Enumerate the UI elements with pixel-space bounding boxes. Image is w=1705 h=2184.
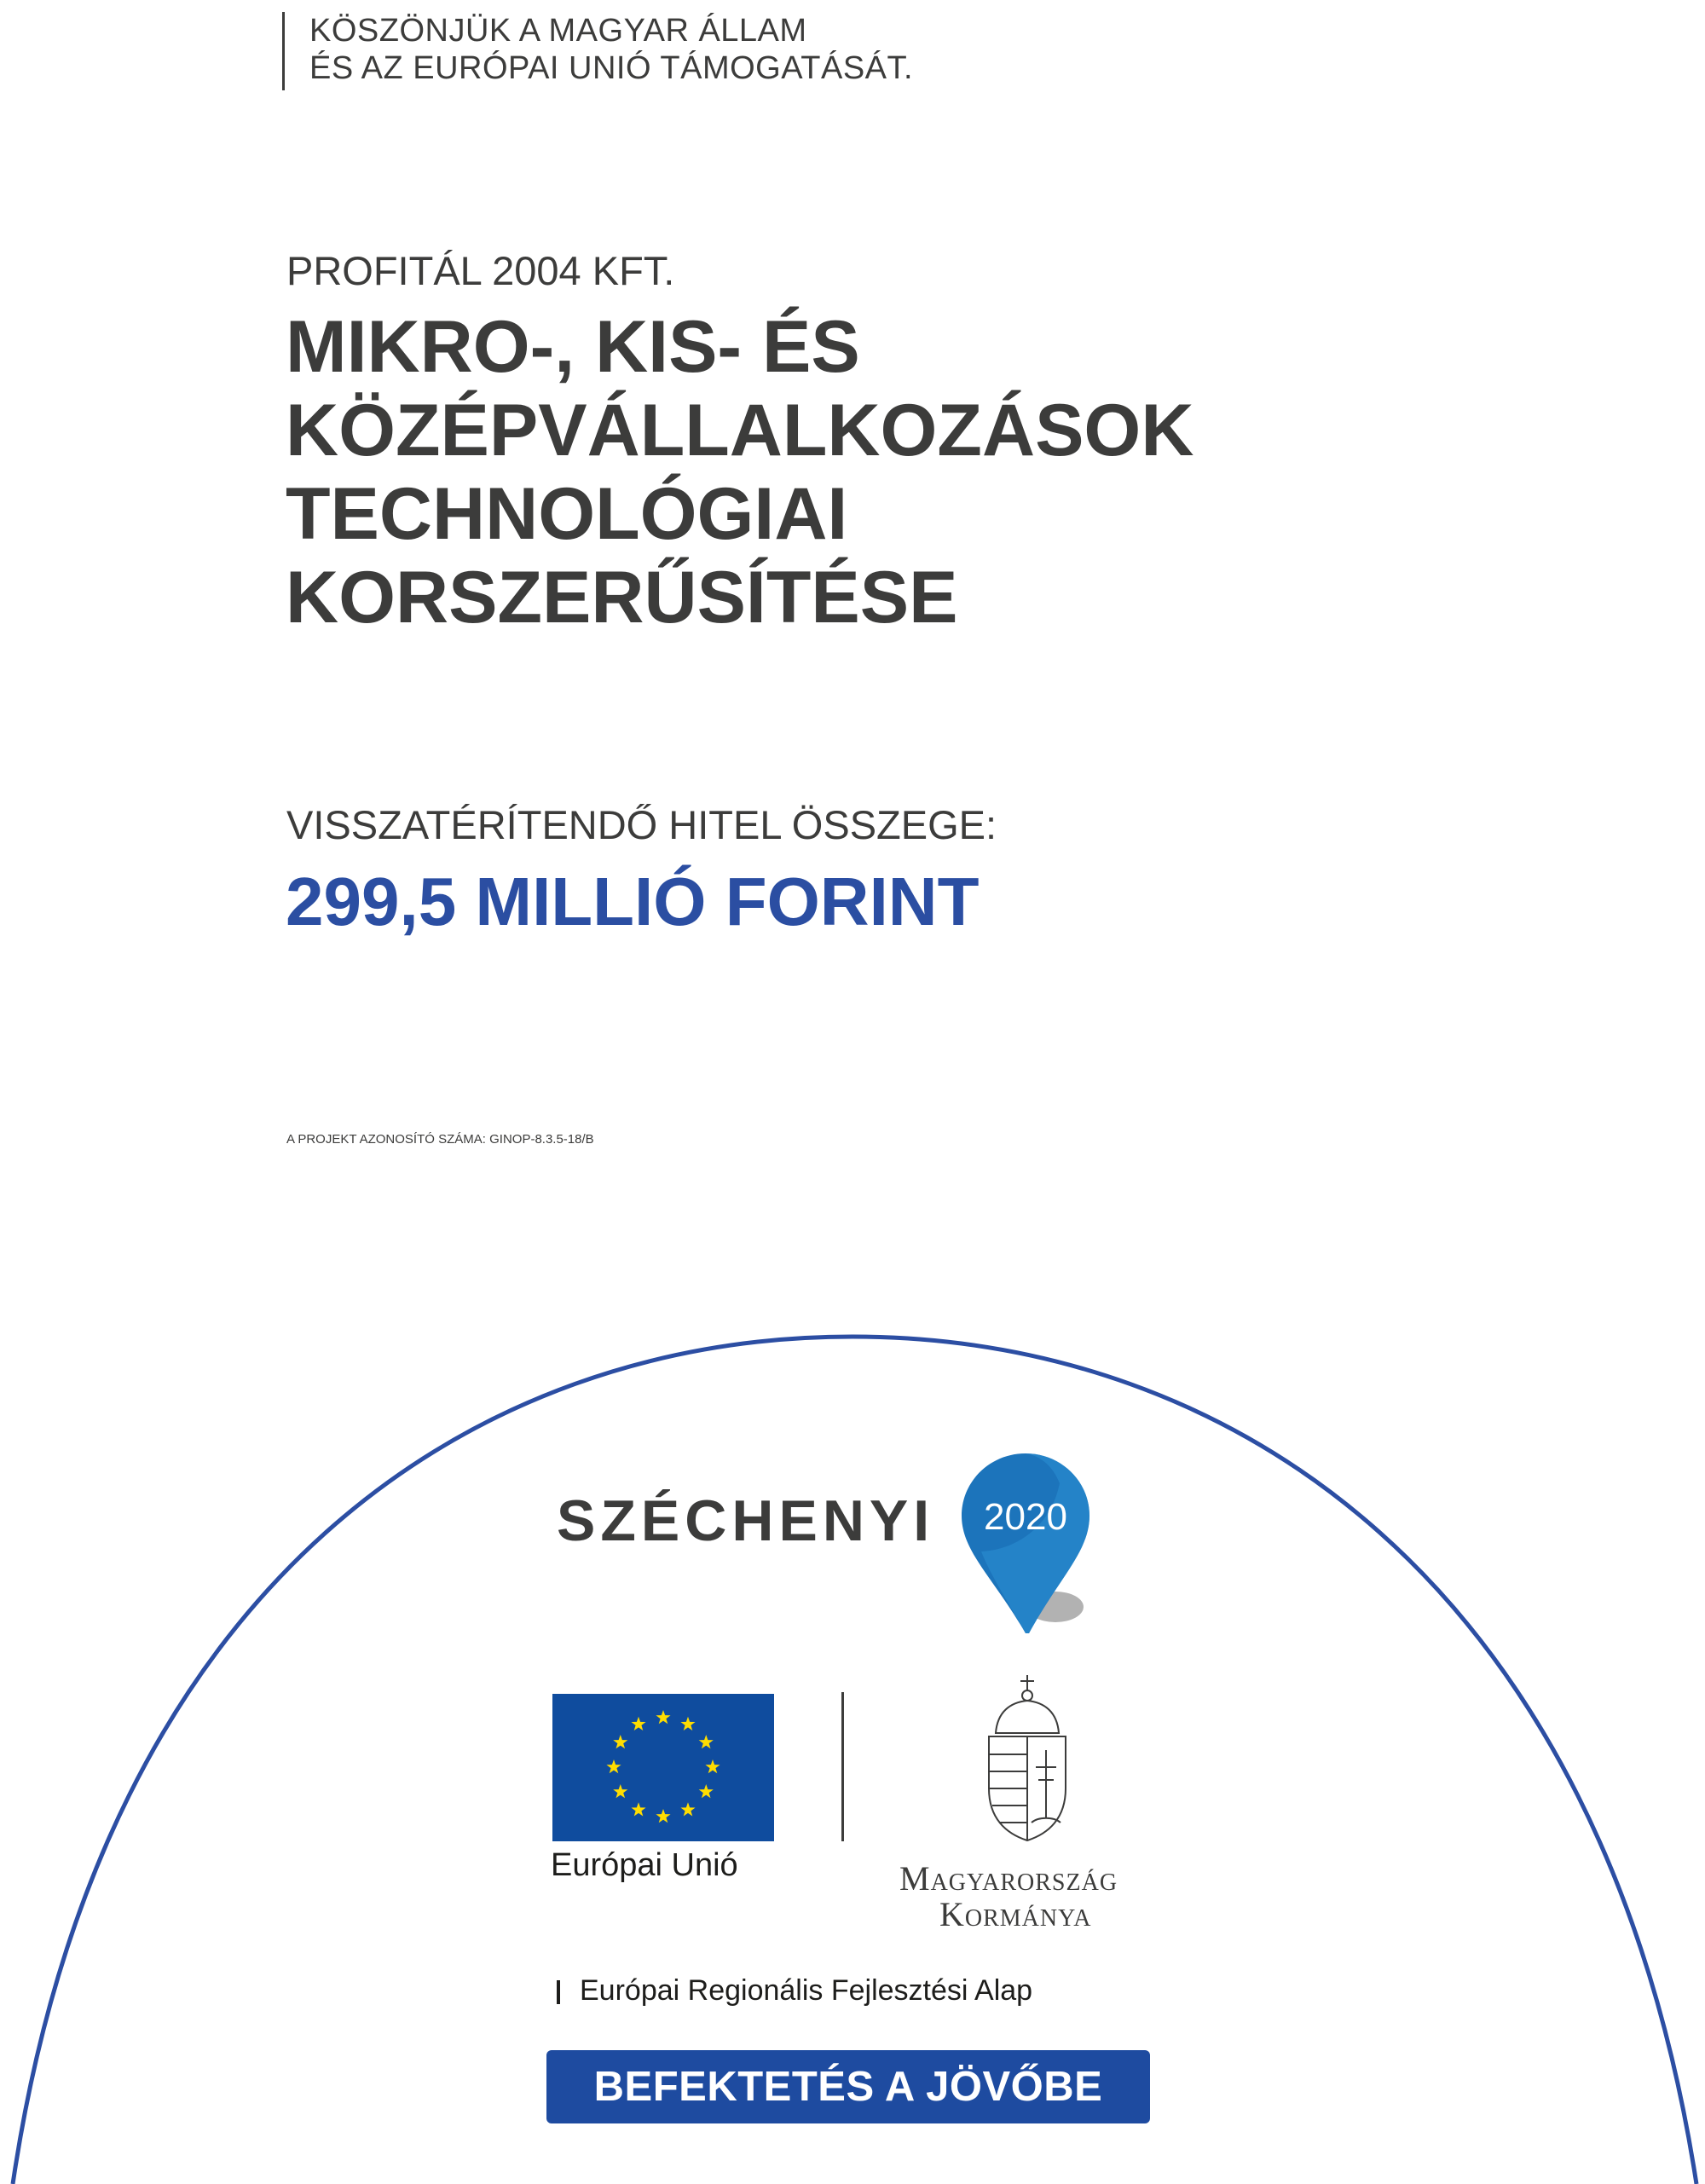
fund-label: Európai Regionális Fejlesztési Alap bbox=[580, 1974, 1033, 2007]
szechenyi-text: SZÉCHENYI bbox=[557, 1488, 935, 1553]
project-title-line: KÖZÉPVÁLLALKOZÁSOK bbox=[286, 390, 1194, 471]
location-pin-icon bbox=[957, 1449, 1102, 1645]
government-name-line-2: Kormánya bbox=[939, 1895, 1092, 1933]
coat-of-arms-icon bbox=[980, 1673, 1074, 1844]
government-name-line-1: Magyarország bbox=[899, 1859, 1118, 1898]
szechenyi-year: 2020 bbox=[984, 1496, 1067, 1538]
project-title-line: MIKRO-, KIS- ÉS bbox=[286, 306, 860, 388]
thanks-line-2: ÉS AZ EURÓPAI UNIÓ TÁMOGATÁSÁT. bbox=[309, 50, 914, 86]
invest-banner bbox=[546, 2050, 1150, 2123]
invest-banner-text: BEFEKTETÉS A JÖVŐBE bbox=[593, 2064, 1103, 2110]
fund-bar-marker bbox=[557, 1980, 560, 2004]
project-title-line: TECHNOLÓGIAI bbox=[286, 473, 848, 555]
loan-label: VISSZATÉRÍTENDŐ HITEL ÖSSZEGE: bbox=[286, 802, 997, 847]
project-title-line: KORSZERŰSÍTÉSE bbox=[286, 557, 958, 638]
loan-amount: 299,5 MILLIÓ FORINT bbox=[286, 864, 980, 939]
eu-label: Európai Unió bbox=[551, 1847, 738, 1883]
thanks-line-1: KÖSZÖNJÜK A MAGYAR ÁLLAM bbox=[309, 13, 807, 49]
company-name: PROFITÁL 2004 KFT. bbox=[286, 248, 675, 293]
project-id: A PROJEKT AZONOSÍTÓ SZÁMA: GINOP-8.3.5-18/B bbox=[286, 1132, 594, 1147]
eu-flag-icon bbox=[552, 1694, 774, 1841]
logo-divider bbox=[841, 1692, 844, 1841]
